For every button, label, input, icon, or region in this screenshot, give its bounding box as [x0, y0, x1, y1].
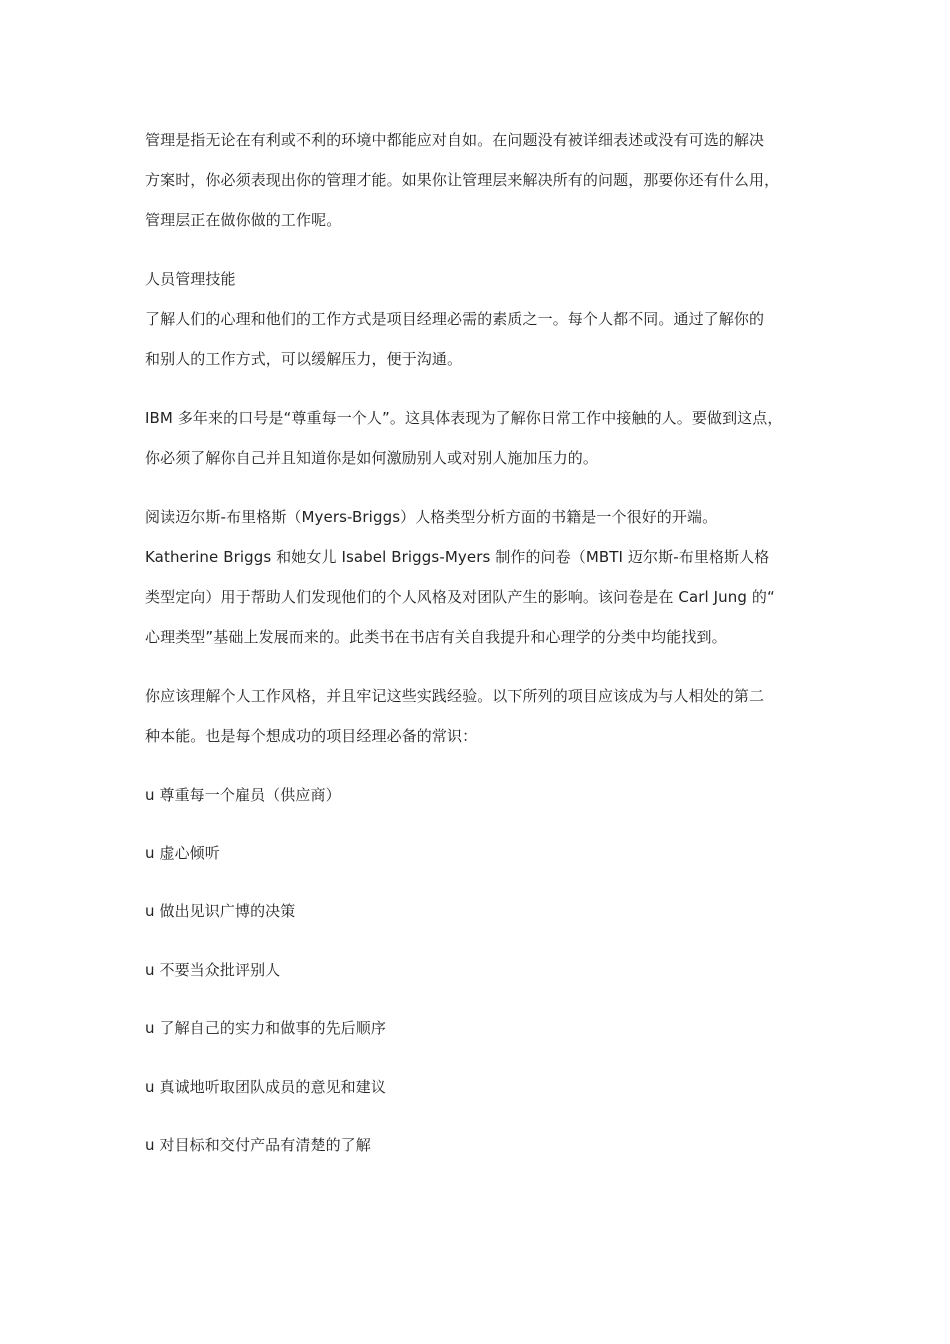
text-line: 种本能。也是每个想成功的项目经理必备的常识： — [145, 727, 478, 745]
text-line: 你必须了解你自己并且知道你是如何激励别人或对别人施加压力的。 — [145, 449, 599, 467]
list-item: u 真诚地听取团队成员的意见和建议 — [145, 1078, 386, 1096]
list-item: u 做出见识广博的决策 — [145, 902, 296, 920]
list-item: u 尊重每一个雇员（供应商） — [145, 786, 341, 804]
list-item: u 虚心倾听 — [145, 844, 220, 862]
text-line: 管理层正在做你做的工作呢。 — [145, 211, 342, 229]
text-line: Katherine Briggs 和她女儿 Isabel Briggs-Myers 制作的问卷（MBTI 迈尔斯-布里格斯人格 — [145, 548, 770, 566]
text-line: IBM 多年来的口号是“尊重每一个人”。这具体表现为了解你日常工作中接触的人。要做到这点， — [145, 409, 783, 427]
text-line: 方案时，你必须表现出你的管理才能。如果你让管理层来解决所有的问题，那要你还有什么用， — [145, 171, 780, 189]
list-item: u 不要当众批评别人 — [145, 961, 281, 979]
text-line: 你应该理解个人工作风格，并且牢记这些实践经验。以下所列的项目应该成为与人相处的第二 — [145, 687, 765, 705]
list-item: u 对目标和交付产品有清楚的了解 — [145, 1136, 371, 1154]
text-line: 了解人们的心理和他们的工作方式是项目经理必需的素质之一。每个人都不同。通过了解你的 — [145, 310, 765, 328]
text-line: 类型定向）用于帮助人们发现他们的个人风格及对团队产生的影响。该问卷是在 Carl Jung 的“ — [145, 588, 775, 606]
section-heading: 人员管理技能 — [145, 270, 236, 288]
text-line: 和别人的工作方式，可以缓解压力，便于沟通。 — [145, 350, 463, 368]
text-line: 阅读迈尔斯-布里格斯（Myers-Briggs）人格类型分析方面的书籍是一个很好的开端。 — [145, 508, 718, 526]
list-item: u 了解自己的实力和做事的先后顺序 — [145, 1019, 386, 1037]
text-line: 心理类型”基础上发展而来的。此类书在书店有关自我提升和心理学的分类中均能找到。 — [145, 628, 727, 646]
text-line: 管理是指无论在有利或不利的环境中都能应对自如。在问题没有被详细表述或没有可选的解决 — [145, 131, 765, 149]
